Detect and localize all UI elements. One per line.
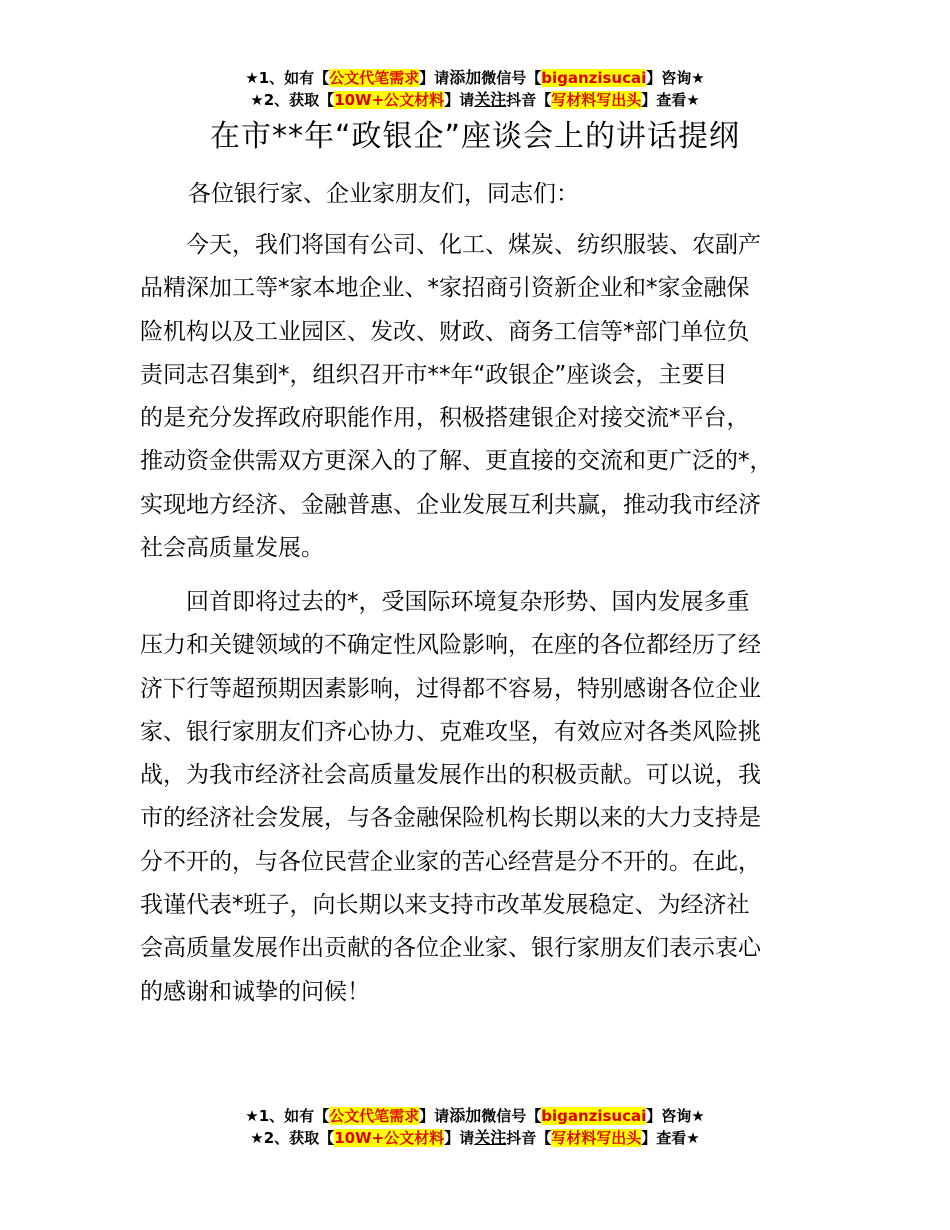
paragraph-line: 家、银行家朋友们齐心协力、克难攻坚，有效应对各类风险挑 bbox=[140, 718, 761, 745]
paragraph-line: 责同志召集到*，组织召开市**年“政银企”座谈会，主要目 bbox=[140, 361, 728, 388]
banner-text: 抖音【 bbox=[506, 1129, 552, 1147]
paragraph-line: 分不开的，与各位民营企业家的苦心经营是分不开的。在此， bbox=[140, 848, 761, 875]
paragraph-line: 市的经济社会发展，与各金融保险机构长期以来的大力支持是 bbox=[140, 805, 761, 832]
paragraph-1 bbox=[140, 224, 830, 570]
banner-text: 添加 bbox=[449, 68, 482, 87]
banner-text: 关注 bbox=[474, 1128, 507, 1147]
banner-text: 添加 bbox=[449, 1106, 482, 1125]
highlight-service: 公文代笔需求 bbox=[329, 1107, 420, 1125]
banner-text: 】请 bbox=[419, 69, 450, 87]
paragraph-line: 战，为我市经济社会高质量发展作出的积极贡献。可以说，我 bbox=[140, 762, 761, 789]
banner-text: 】请 bbox=[444, 1129, 475, 1147]
banner-text: 抖音【 bbox=[506, 91, 552, 109]
banner-line-1 bbox=[0, 67, 950, 89]
banner-text: 】查看★ bbox=[641, 1129, 700, 1147]
paragraph-line: 压力和关键领域的不确定性风险影响，在座的各位都经历了经 bbox=[140, 632, 761, 659]
paragraph-line: 推动资金供需双方更深入的了解、更直接的交流和更广泛的*， bbox=[140, 448, 773, 475]
paragraph-line: 回首即将过去的*，受国际环境复杂形势、国内发展多重 bbox=[140, 589, 750, 615]
banner-text: 微信号【 bbox=[481, 1107, 542, 1125]
highlight-douyin-id: 写材料写出头 bbox=[551, 91, 642, 109]
paragraph-2 bbox=[140, 581, 830, 1014]
paragraph-line: 社会高质量发展。 bbox=[140, 535, 324, 562]
banner-line-2 bbox=[0, 89, 950, 111]
highlight-douyin-id: 写材料写出头 bbox=[551, 1129, 642, 1147]
paragraph-line: 险机构以及工业园区、发改、财政、商务工信等*部门单位负 bbox=[140, 318, 750, 345]
banner-text: 关注 bbox=[474, 90, 507, 109]
banner-text: 】请 bbox=[419, 1107, 450, 1125]
paragraph-line: 我谨代表*班子，向长期以来支持市改革发展稳定、为经济社 bbox=[140, 892, 750, 919]
highlight-materials: 10W+公文材料 bbox=[334, 1129, 445, 1147]
banner-text: 微信号【 bbox=[481, 69, 542, 87]
banner-text: ★1、如有【 bbox=[245, 1107, 330, 1125]
paragraph-line: 会高质量发展作出贡献的各位企业家、银行家朋友们表示衷心 bbox=[140, 935, 761, 962]
banner-text: ★1、如有【 bbox=[245, 69, 330, 87]
banner-text: 】请 bbox=[444, 91, 475, 109]
paragraph-line: 品精深加工等*家本地企业、*家招商引资新企业和*家金融保 bbox=[140, 275, 750, 302]
banner-text: 】查看★ bbox=[641, 91, 700, 109]
highlight-wechat-id: biganzisucai bbox=[541, 1107, 647, 1125]
banner-text: ★2、获取【 bbox=[250, 91, 335, 109]
header-banner bbox=[0, 67, 950, 111]
banner-text: 】咨询★ bbox=[646, 69, 705, 87]
paragraph-line: 今天，我们将国有公司、化工、煤炭、纺织服装、农副产 bbox=[140, 232, 761, 258]
paragraph-line: 的感谢和诚挚的问候！ bbox=[140, 978, 370, 1005]
greeting: 各位银行家、企业家朋友们，同志们： bbox=[188, 181, 579, 207]
banner-line-1 bbox=[0, 1105, 950, 1127]
banner-text: ★2、获取【 bbox=[250, 1129, 335, 1147]
document-title: 在市**年“政银企”座谈会上的讲话提纲 bbox=[209, 119, 741, 154]
banner-line-2 bbox=[0, 1127, 950, 1149]
highlight-materials: 10W+公文材料 bbox=[334, 91, 445, 109]
highlight-service: 公文代笔需求 bbox=[329, 69, 420, 87]
highlight-wechat-id: biganzisucai bbox=[541, 69, 647, 87]
paragraph-line: 济下行等超预期因素影响，过得都不容易，特别感谢各位企业 bbox=[140, 675, 761, 702]
footer-banner bbox=[0, 1105, 950, 1149]
paragraph-line: 的是充分发挥政府职能作用，积极搭建银企对接交流*平台， bbox=[140, 405, 750, 432]
banner-text: 】咨询★ bbox=[646, 1107, 705, 1125]
paragraph-line: 实现地方经济、金融普惠、企业发展互利共赢，推动我市经济 bbox=[140, 491, 761, 518]
